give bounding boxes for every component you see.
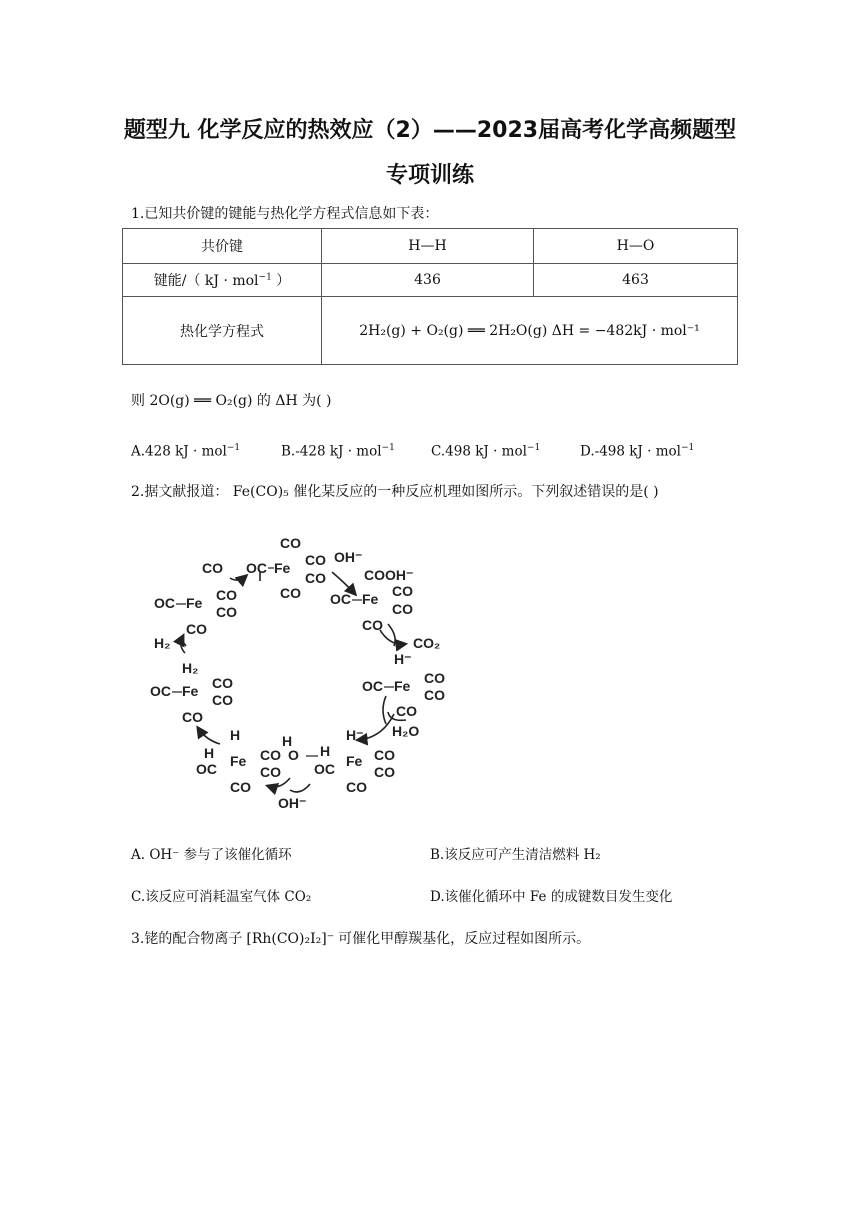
svg-text:H: H (230, 727, 241, 743)
q1-option-c[interactable]: C.498 kJ · mol$^{-1}$ (431, 443, 541, 460)
svg-text:CO₂: CO₂ (413, 635, 441, 651)
svg-text:OC: OC (246, 560, 267, 576)
svg-text:CO: CO (280, 585, 301, 601)
svg-text:CO: CO (374, 764, 395, 780)
svg-text:COOH⁻: COOH⁻ (364, 567, 414, 583)
table-row-label-equation: 热化学方程式 (123, 297, 322, 365)
svg-text:H⁻: H⁻ (346, 727, 364, 743)
svg-text:CO: CO (374, 747, 395, 763)
svg-text:CO: CO (396, 703, 417, 719)
thermochemical-equation: 2H₂(g) + O₂(g) ══ 2H₂O(g) ΔH = −482kJ · mol⁻¹ (322, 297, 738, 365)
q1-option-d[interactable]: D.-498 kJ · mol$^{-1}$ (580, 443, 695, 460)
fe-complex-right (362, 651, 445, 739)
svg-text:OC: OC (150, 683, 171, 699)
table-cell-hh-energy: 436 (322, 264, 534, 297)
table-header-hh: H—H (322, 229, 534, 264)
bond-energy-table (122, 228, 738, 365)
table-cell-ho-energy: 463 (534, 264, 738, 297)
svg-text:Fe: Fe (230, 753, 247, 769)
table-row-label-energy: 键能/（ kJ · mol$^{-1}$ ） (123, 264, 322, 297)
q1-option-a[interactable]: A.428 kJ · mol$^{-1}$ (131, 443, 241, 460)
q2-option-b[interactable]: B.该反应可产生清洁燃料 H₂ (430, 847, 601, 863)
svg-text:CO: CO (392, 601, 413, 617)
svg-text:CO: CO (280, 535, 301, 551)
svg-text:OH⁻: OH⁻ (334, 549, 363, 565)
svg-text:CO: CO (216, 587, 237, 603)
fe-complex-upper-left (154, 587, 237, 651)
svg-text:H: H (282, 733, 293, 749)
svg-text:Fe: Fe (346, 753, 363, 769)
svg-text:H⁻: H⁻ (394, 651, 412, 667)
svg-text:CO: CO (186, 621, 207, 637)
svg-text:CO: CO (424, 670, 445, 686)
svg-text:OC: OC (196, 761, 217, 777)
svg-text:CO: CO (424, 687, 445, 703)
svg-text:Fe: Fe (274, 560, 291, 576)
q3-stem: 3.铑的配合物离子 [Rh(CO)₂I₂]⁻ 可催化甲醇羰基化，反应过程如图所示。 (131, 931, 591, 947)
q1-question: 则 2O(g) ══ O₂(g) 的 ΔH 为( ) (131, 393, 332, 409)
svg-text:CO: CO (202, 560, 223, 576)
q2-option-d[interactable]: D.该催化循环中 Fe 的成键数目发生变化 (430, 889, 673, 905)
svg-text:OC: OC (314, 761, 335, 777)
svg-text:CO: CO (305, 552, 326, 568)
svg-text:Fe: Fe (362, 591, 379, 607)
table-header-bond: 共价键 (123, 229, 322, 264)
svg-text:CO: CO (212, 692, 233, 708)
svg-text:H: H (320, 743, 331, 759)
svg-text:Fe: Fe (182, 683, 199, 699)
table-header-ho: H—O (534, 229, 738, 264)
svg-text:CO: CO (216, 604, 237, 620)
svg-text:H₂: H₂ (154, 635, 171, 651)
svg-text:CO: CO (260, 747, 281, 763)
rhodium-ion-formula: [Rh(CO)₂I₂]⁻ (246, 931, 335, 947)
q2-option-c[interactable]: C.该反应可消耗温室气体 CO₂ (131, 889, 312, 905)
svg-text:CO: CO (260, 764, 281, 780)
svg-text:Fe: Fe (394, 678, 411, 694)
svg-text:CO: CO (362, 617, 383, 633)
svg-text:CO: CO (392, 583, 413, 599)
catalytic-cycle-diagram (150, 528, 460, 818)
fe-complex-bottom-right (282, 727, 395, 795)
svg-text:H₂: H₂ (182, 660, 199, 676)
svg-text:CO: CO (212, 675, 233, 691)
svg-text:H: H (204, 745, 215, 761)
page-title-line1: 题型九 化学反应的热效应（2）——2023届高考化学高频题型 (123, 118, 737, 143)
q1-stem: 1.已知共价键的键能与热化学方程式信息如下表： (131, 206, 439, 222)
q1-option-b[interactable]: B.-428 kJ · mol$^{-1}$ (281, 443, 395, 460)
q2-option-a[interactable]: A. OH⁻ 参与了该催化循环 (131, 847, 292, 863)
svg-text:CO: CO (182, 709, 203, 725)
svg-text:CO: CO (305, 570, 326, 586)
fe-complex-left (150, 660, 233, 725)
svg-text:O: O (288, 747, 299, 763)
svg-text:H₂O: H₂O (392, 723, 420, 739)
svg-text:OC: OC (154, 595, 175, 611)
svg-text:Fe: Fe (186, 595, 203, 611)
page-title-line2: 专项训练 (385, 163, 474, 188)
svg-text:CO: CO (230, 779, 251, 795)
q2-stem: 2.据文献报道： Fe(CO)₅ 催化某反应的一种反应机理如图所示。下列叙述错误的是( ) (131, 484, 659, 500)
svg-text:OC: OC (362, 678, 383, 694)
svg-text:OC: OC (330, 591, 351, 607)
svg-text:CO: CO (346, 779, 367, 795)
svg-text:OH⁻: OH⁻ (278, 795, 307, 811)
